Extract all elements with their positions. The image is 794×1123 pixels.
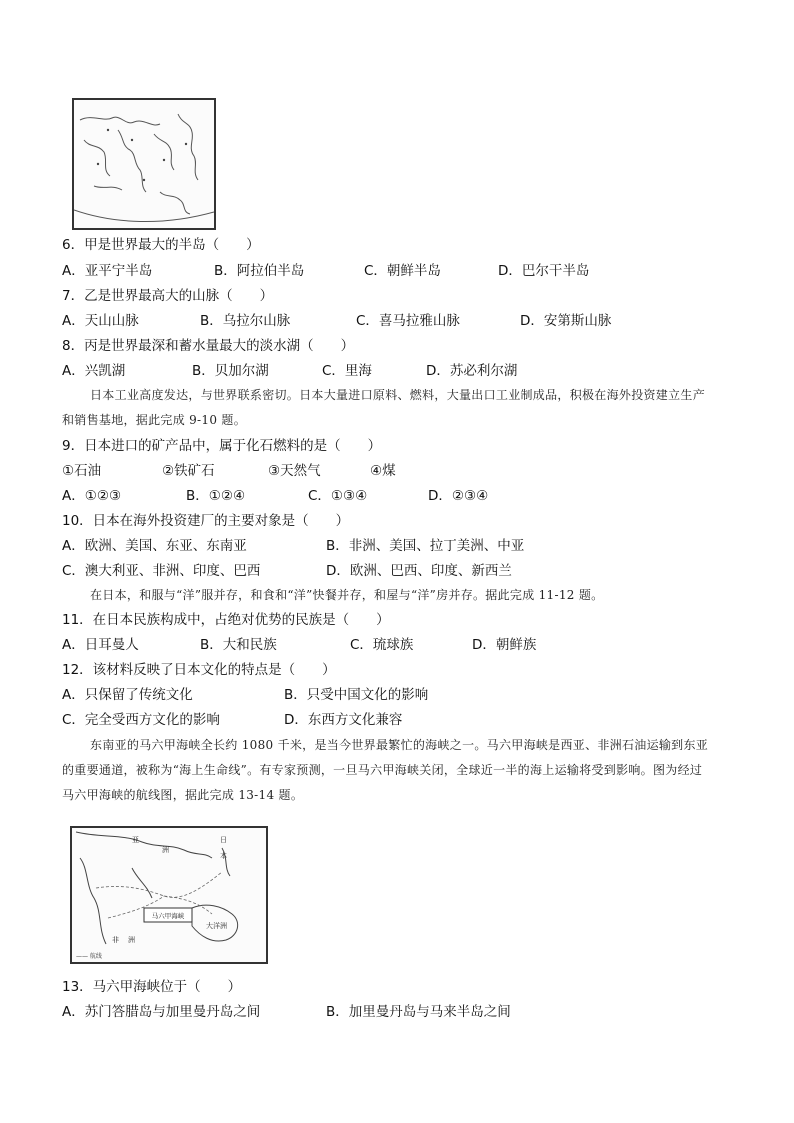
- q9-option-c[interactable]: C．①③④: [308, 488, 368, 504]
- q12-option-c[interactable]: C．完全受西方文化的影响: [62, 712, 220, 728]
- map-label-fei: 非: [112, 936, 119, 944]
- malacca-route-map: [70, 826, 268, 964]
- q13-option-a[interactable]: A．苏门答腊岛与加里曼丹岛之间: [62, 1004, 261, 1020]
- q9-option-a[interactable]: A．①②③: [62, 488, 122, 504]
- question-13-stem: 13．马六甲海峡位于（ ）: [62, 979, 242, 995]
- question-11-stem: 11．在日本民族构成中，占绝对优势的民族是（ ）: [62, 612, 390, 628]
- q11-option-c[interactable]: C．琉球族: [350, 637, 414, 653]
- q13-option-b[interactable]: B．加里曼丹岛与马来半岛之间: [326, 1004, 511, 1020]
- map-label-zhou2: 洲: [128, 936, 135, 944]
- material-11-12: 在日本，和服与“洋”服并存，和食和“洋”快餐并存，和屋与“洋”房并存。据此完成 11-12 题。: [90, 588, 604, 602]
- q11-option-a[interactable]: A．日耳曼人: [62, 637, 139, 653]
- q11-option-d[interactable]: D．朝鲜族: [472, 637, 537, 653]
- q12-option-b[interactable]: B．只受中国文化的影响: [284, 687, 429, 703]
- q9-option-d[interactable]: D．②③④: [428, 488, 489, 504]
- q6-option-b[interactable]: B．阿拉伯半岛: [214, 263, 305, 279]
- q9-item-4: ④煤: [370, 463, 396, 479]
- q10-option-c[interactable]: C．澳大利亚、非洲、印度、巴西: [62, 563, 261, 579]
- q8-option-c[interactable]: C．里海: [322, 363, 372, 379]
- q11-option-b[interactable]: B．大和民族: [200, 637, 277, 653]
- question-12-stem: 12．该材料反映了日本文化的特点是（ ）: [62, 662, 336, 678]
- question-7-stem: 7．乙是世界最高大的山脉（ ）: [62, 288, 274, 304]
- map-label-malacca: 马六甲海峡: [151, 912, 185, 920]
- q9-item-2: ②铁矿石: [162, 463, 215, 479]
- q6-option-c[interactable]: C．朝鲜半岛: [364, 263, 441, 279]
- q6-option-a[interactable]: A．亚平宁半岛: [62, 263, 153, 279]
- question-6-stem: 6．甲是世界最大的半岛（ ）: [62, 237, 260, 253]
- material-9-10: 日本工业高度发达，与世界联系密切。日本大量进口原料、燃料，大量出口工业制成品，积极在海外投资建立生产和销售基地，据此完成 9-10 题。: [62, 388, 706, 427]
- q7-option-b[interactable]: B．乌拉尔山脉: [200, 313, 291, 329]
- q9-item-3: ③天然气: [268, 463, 321, 479]
- q8-option-a[interactable]: A．兴凯湖: [62, 363, 126, 379]
- q7-option-a[interactable]: A．天山山脉: [62, 313, 139, 329]
- q10-option-b[interactable]: B．非洲、美国、拉丁美洲、中亚: [326, 538, 525, 554]
- q12-option-d[interactable]: D．东西方文化兼容: [284, 712, 403, 728]
- question-9-stem: 9．日本进口的矿产品中，属于化石燃料的是（ ）: [62, 438, 382, 454]
- q10-option-d[interactable]: D．欧洲、巴西、印度、新西兰: [326, 563, 512, 579]
- asia-map: [72, 98, 216, 230]
- q9-option-b[interactable]: B．①②④: [186, 488, 246, 504]
- q8-option-d[interactable]: D．苏必利尔湖: [426, 363, 518, 379]
- q12-option-a[interactable]: A．只保留了传统文化: [62, 687, 193, 703]
- map-label-oceania: 大洋洲: [206, 922, 227, 930]
- q7-option-c[interactable]: C．喜马拉雅山脉: [356, 313, 460, 329]
- map-label-ya: 亚: [132, 836, 139, 844]
- map-legend: —— 航线: [76, 953, 102, 960]
- question-8-stem: 8．丙是世界最深和蓄水量最大的淡水湖（ ）: [62, 338, 355, 354]
- question-10-stem: 10．日本在海外投资建厂的主要对象是（ ）: [62, 513, 350, 529]
- material-13-14: 东南亚的马六甲海峡全长约 1080 千米，是当今世界最繁忙的海峡之一。马六甲海峡是西亚、非洲石油运输到东亚的重要通道，被称为“海上生命线”。有专家预测，一旦马六甲海峡关闭，全球近一半的海上运输将受到影响。图为经过马六甲海峡的航线图，据此完成 13-14 题。: [62, 738, 709, 802]
- q9-item-1: ①石油: [62, 463, 102, 479]
- q7-option-d[interactable]: D．安第斯山脉: [520, 313, 612, 329]
- q10-option-a[interactable]: A．欧洲、美国、东亚、东南亚: [62, 538, 247, 554]
- q8-option-b[interactable]: B．贝加尔湖: [192, 363, 269, 379]
- map-label-ri: 日: [220, 836, 227, 844]
- map-label-ben: 本: [220, 852, 227, 860]
- q6-option-d[interactable]: D．巴尔干半岛: [498, 263, 590, 279]
- map-label-zhou: 洲: [162, 846, 169, 854]
